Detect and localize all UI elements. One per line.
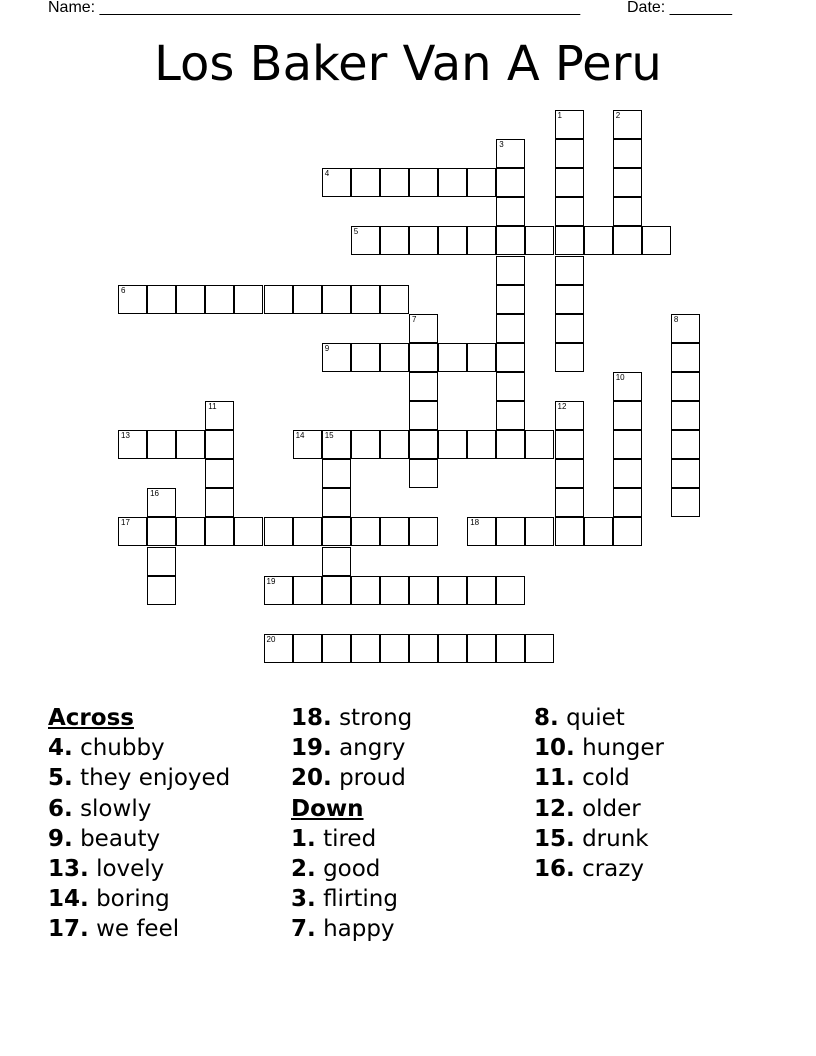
clue-number-label: 1 xyxy=(557,111,562,120)
crossword-cell[interactable] xyxy=(555,197,584,226)
crossword-cell[interactable] xyxy=(467,576,496,605)
crossword-cell[interactable] xyxy=(438,168,467,197)
crossword-cell[interactable] xyxy=(380,343,409,372)
crossword-cell[interactable] xyxy=(496,226,525,255)
crossword-cell[interactable] xyxy=(613,488,642,517)
crossword-cell[interactable] xyxy=(118,430,147,459)
clue-number: 17. xyxy=(48,916,89,943)
crossword-cell[interactable] xyxy=(496,256,525,285)
clue-number: 20. xyxy=(291,765,332,792)
clue-number: 9. xyxy=(48,825,73,852)
clue-across-18 xyxy=(291,703,412,733)
crossword-cell[interactable] xyxy=(322,168,351,197)
crossword-cell[interactable] xyxy=(613,226,642,255)
crossword-cell[interactable] xyxy=(118,517,147,546)
crossword-cell[interactable] xyxy=(613,139,642,168)
crossword-cell[interactable] xyxy=(322,634,351,663)
crossword-cell[interactable] xyxy=(409,576,438,605)
crossword-cell[interactable] xyxy=(264,285,293,314)
crossword-cell[interactable] xyxy=(613,197,642,226)
clue-number-label: 5 xyxy=(353,227,359,237)
clue-number: 7. xyxy=(291,916,316,943)
crossword-cell[interactable] xyxy=(380,285,409,314)
clue-text: flirting xyxy=(323,886,398,913)
crossword-cell[interactable] xyxy=(176,517,205,546)
clue-number-label: 8 xyxy=(673,314,679,324)
crossword-cell[interactable] xyxy=(147,517,176,546)
clue-text: crazy xyxy=(582,855,644,882)
clue-across-19 xyxy=(291,733,412,763)
crossword-cell[interactable] xyxy=(555,517,584,546)
clue-number: 10. xyxy=(534,735,575,762)
crossword-cell[interactable] xyxy=(351,226,380,255)
clue-number: 18. xyxy=(291,705,332,731)
name-field-label: Name: ______________________________________________________ xyxy=(48,0,581,16)
crossword-cell[interactable] xyxy=(496,430,525,459)
crossword-cell[interactable] xyxy=(234,285,263,314)
crossword-cell[interactable] xyxy=(613,430,642,459)
crossword-cell[interactable] xyxy=(555,430,584,459)
crossword-cell[interactable] xyxy=(467,430,496,459)
crossword-cell[interactable] xyxy=(613,517,642,546)
clue-number: 15. xyxy=(534,825,575,852)
clue-number-label: 9 xyxy=(324,343,330,353)
clue-number-label: 19 xyxy=(266,576,276,586)
crossword-cell[interactable] xyxy=(322,488,351,517)
clue-number-label: 3 xyxy=(499,140,504,150)
crossword-cell[interactable] xyxy=(322,285,351,314)
crossword-cell[interactable] xyxy=(147,576,176,605)
crossword-cell[interactable] xyxy=(351,517,380,546)
clue-across-4 xyxy=(48,733,230,763)
crossword-cell[interactable] xyxy=(409,517,438,546)
clue-down-2 xyxy=(291,854,412,884)
crossword-cell[interactable] xyxy=(525,430,554,459)
crossword-cell[interactable] xyxy=(380,634,409,663)
crossword-cell[interactable] xyxy=(409,430,438,459)
clue-number-label: 4 xyxy=(324,169,330,179)
crossword-cell[interactable] xyxy=(671,343,700,372)
clue-number-label: 17 xyxy=(121,518,130,528)
clue-number-label: 20 xyxy=(266,634,276,644)
crossword-cell[interactable] xyxy=(409,226,438,255)
clue-number-label: 16 xyxy=(150,489,159,499)
crossword-cell[interactable] xyxy=(555,139,584,168)
clue-text: they enjoyed xyxy=(80,765,231,792)
crossword-cell[interactable] xyxy=(147,285,176,314)
crossword-cell[interactable] xyxy=(380,226,409,255)
clue-number-label: 14 xyxy=(295,431,305,441)
clue-text: lovely xyxy=(96,855,165,882)
crossword-cell[interactable] xyxy=(467,168,496,197)
clue-across-6 xyxy=(48,794,230,824)
clue-across-5 xyxy=(48,763,230,793)
clue-down-8 xyxy=(534,703,664,733)
clue-number: 5. xyxy=(48,765,73,792)
clue-number-label: 10 xyxy=(615,372,625,382)
crossword-cell[interactable] xyxy=(409,168,438,197)
crossword-cell[interactable] xyxy=(205,459,234,488)
crossword-cell[interactable] xyxy=(293,285,322,314)
crossword-cell[interactable] xyxy=(409,343,438,372)
crossword-cell[interactable] xyxy=(496,401,525,430)
crossword-cell[interactable] xyxy=(380,576,409,605)
crossword-cell[interactable] xyxy=(293,430,322,459)
crossword-cell[interactable] xyxy=(613,459,642,488)
crossword-cell[interactable] xyxy=(234,517,263,546)
crossword-cell[interactable] xyxy=(205,285,234,314)
crossword-cell[interactable] xyxy=(380,168,409,197)
down-heading: Down xyxy=(291,795,364,822)
crossword-cell[interactable] xyxy=(496,285,525,314)
crossword-cell[interactable] xyxy=(264,517,293,546)
crossword-cell[interactable] xyxy=(496,634,525,663)
crossword-cell[interactable] xyxy=(351,168,380,197)
crossword-cell[interactable] xyxy=(438,634,467,663)
crossword-cell[interactable] xyxy=(438,430,467,459)
crossword-cell[interactable] xyxy=(642,226,671,255)
crossword-cell[interactable] xyxy=(555,168,584,197)
crossword-cell[interactable] xyxy=(409,372,438,401)
crossword-cell[interactable] xyxy=(555,226,584,255)
crossword-cell[interactable] xyxy=(555,285,584,314)
clue-number-label: 18 xyxy=(470,518,480,528)
crossword-cell[interactable] xyxy=(438,226,467,255)
clue-number-label: 12 xyxy=(557,402,567,411)
crossword-cell[interactable] xyxy=(322,576,351,605)
clue-down-15 xyxy=(534,824,664,854)
crossword-cell[interactable] xyxy=(555,401,584,430)
clue-text: hunger xyxy=(582,735,664,762)
crossword-cell[interactable] xyxy=(613,168,642,197)
crossword-cell[interactable] xyxy=(322,547,351,576)
clue-number: 4. xyxy=(48,735,73,762)
crossword-cell[interactable] xyxy=(671,372,700,401)
crossword-cell[interactable] xyxy=(409,459,438,488)
clue-number: 14. xyxy=(48,886,89,913)
clue-across-9 xyxy=(48,824,230,854)
clue-number-label: 7 xyxy=(412,314,417,324)
crossword-cell[interactable] xyxy=(584,226,613,255)
crossword-cell[interactable] xyxy=(613,110,642,139)
crossword-cell[interactable] xyxy=(264,576,293,605)
crossword-cell[interactable] xyxy=(671,401,700,430)
crossword-cell[interactable] xyxy=(322,430,351,459)
crossword-cell[interactable] xyxy=(351,576,380,605)
clue-text: quiet xyxy=(566,705,625,731)
clue-text: strong xyxy=(339,705,413,731)
clue-number: 8. xyxy=(534,705,559,731)
crossword-cell[interactable] xyxy=(555,256,584,285)
crossword-cell[interactable] xyxy=(351,285,380,314)
crossword-cell[interactable] xyxy=(467,343,496,372)
crossword-cell[interactable] xyxy=(496,576,525,605)
crossword-cell[interactable] xyxy=(613,372,642,401)
clues-column-3 xyxy=(534,703,664,884)
clue-number: 12. xyxy=(534,795,575,822)
crossword-cell[interactable] xyxy=(496,168,525,197)
clue-across-14 xyxy=(48,884,230,914)
clue-text: we feel xyxy=(96,916,180,943)
crossword-cell[interactable] xyxy=(525,634,554,663)
clue-text: tired xyxy=(323,825,377,852)
crossword-cell[interactable] xyxy=(147,430,176,459)
clue-number: 3. xyxy=(291,886,316,913)
crossword-cell[interactable] xyxy=(409,314,438,343)
crossword-cell[interactable] xyxy=(467,634,496,663)
crossword-cell[interactable] xyxy=(118,285,147,314)
crossword-cell[interactable] xyxy=(409,634,438,663)
clue-number: 2. xyxy=(291,855,316,882)
crossword-cell[interactable] xyxy=(351,634,380,663)
crossword-cell[interactable] xyxy=(322,343,351,372)
crossword-cell[interactable] xyxy=(555,343,584,372)
crossword-cell[interactable] xyxy=(496,343,525,372)
clue-text: good xyxy=(323,855,381,882)
clue-text: chubby xyxy=(80,735,165,762)
clue-number: 19. xyxy=(291,735,332,762)
clues-column-1 xyxy=(48,703,230,945)
clue-number: 1. xyxy=(291,825,316,852)
clue-text: happy xyxy=(323,916,395,943)
crossword-cell[interactable] xyxy=(438,343,467,372)
crossword-cell[interactable] xyxy=(438,576,467,605)
crossword-cell[interactable] xyxy=(293,517,322,546)
clue-down-7 xyxy=(291,914,412,944)
crossword-cell[interactable] xyxy=(293,576,322,605)
clue-number: 11. xyxy=(534,765,575,792)
crossword-cell[interactable] xyxy=(671,430,700,459)
clue-text: drunk xyxy=(582,825,649,852)
crossword-cell[interactable] xyxy=(671,488,700,517)
crossword-cell[interactable] xyxy=(496,139,525,168)
crossword-cell[interactable] xyxy=(380,517,409,546)
crossword-cell[interactable] xyxy=(147,547,176,576)
clue-down-16 xyxy=(534,854,664,884)
crossword-cell[interactable] xyxy=(496,314,525,343)
crossword-cell[interactable] xyxy=(525,226,554,255)
crossword-cell[interactable] xyxy=(293,634,322,663)
clue-across-13 xyxy=(48,854,230,884)
crossword-cell[interactable] xyxy=(555,110,584,139)
clue-down-1 xyxy=(291,824,412,854)
clue-down-3 xyxy=(291,884,412,914)
crossword-cell[interactable] xyxy=(322,517,351,546)
crossword-cell[interactable] xyxy=(671,459,700,488)
crossword-cell[interactable] xyxy=(380,430,409,459)
clue-text: beauty xyxy=(80,825,161,852)
clue-text: slowly xyxy=(80,795,152,822)
crossword-cell[interactable] xyxy=(176,430,205,459)
clue-number: 6. xyxy=(48,795,73,822)
clue-across-17 xyxy=(48,914,230,944)
crossword-cell[interactable] xyxy=(555,314,584,343)
crossword-cell[interactable] xyxy=(351,343,380,372)
clue-number-label: 6 xyxy=(121,285,126,295)
crossword-cell[interactable] xyxy=(147,488,176,517)
clue-number-label: 11 xyxy=(208,402,217,411)
crossword-cell[interactable] xyxy=(555,488,584,517)
crossword-cell[interactable] xyxy=(496,197,525,226)
clue-number: 16. xyxy=(534,855,575,882)
clue-number-label: 13 xyxy=(121,431,130,441)
clue-text: angry xyxy=(339,735,406,762)
clues-column-2 xyxy=(291,703,412,945)
crossword-cell[interactable] xyxy=(496,372,525,401)
clue-text: older xyxy=(582,795,641,822)
crossword-cell[interactable] xyxy=(555,459,584,488)
crossword-cell[interactable] xyxy=(671,314,700,343)
crossword-cell[interactable] xyxy=(467,517,496,546)
page-title: Los Baker Van A Peru xyxy=(154,36,662,92)
crossword-cell[interactable] xyxy=(176,285,205,314)
crossword-cell[interactable] xyxy=(264,634,293,663)
crossword-cell[interactable] xyxy=(467,226,496,255)
crossword-cell[interactable] xyxy=(205,488,234,517)
clue-down-10 xyxy=(534,733,664,763)
clue-text: boring xyxy=(96,886,170,913)
crossword-cell[interactable] xyxy=(351,430,380,459)
crossword-cell[interactable] xyxy=(322,459,351,488)
crossword-cell[interactable] xyxy=(584,517,613,546)
clue-number-label: 15 xyxy=(324,431,334,441)
clue-text: proud xyxy=(339,765,406,792)
crossword-cell[interactable] xyxy=(205,401,234,430)
crossword-cell[interactable] xyxy=(613,401,642,430)
date-field-label: Date: _______ xyxy=(627,0,732,16)
across-heading: Across xyxy=(48,705,134,731)
clue-across-20 xyxy=(291,763,412,793)
clue-number: 13. xyxy=(48,855,89,882)
crossword-cell[interactable] xyxy=(525,517,554,546)
clue-text: cold xyxy=(582,765,630,792)
clue-down-12 xyxy=(534,794,664,824)
crossword-cell[interactable] xyxy=(409,401,438,430)
crossword-cell[interactable] xyxy=(205,517,234,546)
crossword-cell[interactable] xyxy=(496,517,525,546)
clue-number-label: 2 xyxy=(615,111,621,120)
clue-down-11 xyxy=(534,763,664,793)
crossword-cell[interactable] xyxy=(205,430,234,459)
